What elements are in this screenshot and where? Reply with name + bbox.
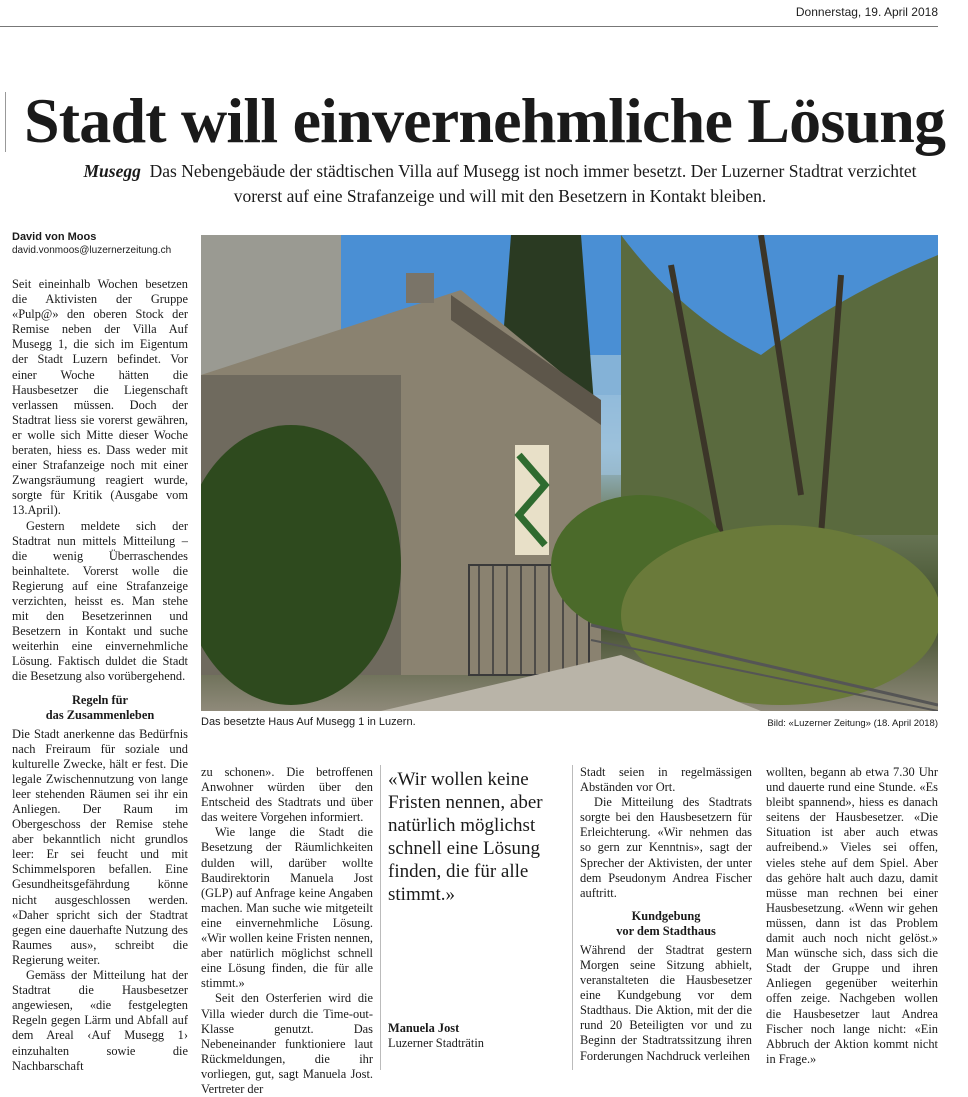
lead-paragraph [80, 159, 920, 209]
subheading: Regeln für das Zusammenleben [45, 692, 155, 722]
paragraph: Die Stadt anerkenne das Bedürfnis nach Freiraum für soziale und kulturelle Zwecke, hält er fest. Die legale Zwischennutzung von lange leer stehenden Räumen sei ihr ein Anliegen. Der Raum im Obergeschoss der Remise stehe aber bekanntlich nicht grundlos leer: Er sei feucht und mit Schimmelsporen befallen. Eine Gesundheitsgefährdung könne nicht ausgeschlossen werden. «Daher spricht sich der Stadtrat gegen eine dauerhafte Nutzung des Raumes aus», schreibt die Regierung weiter. [12, 726, 188, 967]
quote-role: Luzerner Stadträtin [388, 1036, 484, 1050]
quote-attribution [388, 1021, 484, 1051]
paragraph: Stadt seien in regelmässigen Abständen vor Ort. [580, 765, 752, 795]
edition-date: Donnerstag, 19. April 2018 [795, 5, 938, 19]
paragraph: Seit den Osterferien wird die Villa wieder durch die Time-out-Klasse genutzt. Das Nebeneinander funktioniere laut Rückmeldungen, die ihr vorliegen, gut, sagt Manuela Jost. Vertreter der [201, 991, 373, 1096]
paragraph: Wie lange die Stadt die Besetzung der Räumlichkeiten dulden will, darüber wollte Baudirektorin Manuela Jost (GLP) auf Anfrage keine Angaben machen. Man suche wie mitgeteilt eine einvernehmliche Lösung. «Wir wollen keine Fristen nennen, aber natürlich möglichst schnell eine Lösung finden, die für alle stimmt.» [201, 825, 373, 991]
header-rule [0, 26, 938, 27]
headline: Stadt will einvernehmliche Lösung [24, 85, 946, 156]
paragraph: wollten, begann ab etwa 7.30 Uhr und dauerte rund eine Stunde. «Es bleibt spannend», hiess es danach seitens der Hausbesetzer. «Die Situation ist aber auch etwas aufreibend.» Vieles sei offen, vieles stehe auf dem Spiel. Aber das gehöre halt auch dazu, damit müsse man rechnen bei einer Hausbesetzung. «Wenn wir gehen müssen, dann ist das Problem damit auch noch nicht gelöst.» Man wünsche sich, dass sich die Stadt der Gruppe und ihren Anliegen gegenüber weiterhin offen zeige. Nachgeben wollen die Hausbesetzer laut Andrea Fischer noch lange nicht: «Ein Abbruch der Aktion kommt nicht in Frage.» [766, 765, 938, 1066]
pull-quote: «Wir wollen keine Fristen nennen, aber natürlich möglichst schnell eine Lösung finden, die für alle stimmt.» [388, 769, 543, 905]
paragraph: zu schonen». Die betroffenen Anwohner würden über den Entscheid des Stadtrats und über das weitere Vorgehen informiert. [201, 765, 373, 825]
byline [12, 231, 171, 256]
lead-text: Das Nebengebäude der städtischen Villa auf Musegg ist noch immer besetzt. Der Luzerner Stadtrat verzichtet vorerst auf eine Strafanzeige und will mit den Besetzern in Kontakt bleiben. [149, 161, 917, 206]
paragraph: Gemäss der Mitteilung hat der Stadtrat die Hausbesetzer angewiesen, «die festgelegten Regeln gegen Lärm und Abfall auf dem Areal ‹Auf Musegg 1› einzuhalten sowie die Nachbarschaft [12, 968, 188, 1073]
quote-name: Manuela Jost [388, 1021, 460, 1035]
column-4 [580, 765, 752, 1064]
photo-caption: Das besetzte Haus Auf Musegg 1 in Luzern. [201, 716, 416, 728]
author-email: david.vonmoos@luzernerzeitung.ch [12, 245, 172, 256]
subheading: Kundgebung vor dem Stadthaus [616, 908, 716, 938]
column-rule [380, 765, 381, 1070]
column-rule [572, 765, 573, 1070]
photo-credit: Bild: «Luzerner Zeitung» (18. April 2018) [767, 718, 938, 729]
kicker: Musegg [83, 161, 141, 181]
paragraph: Gestern meldete sich der Stadtrat nun mittels Mitteilung – die wenig Überraschendes beinhaltete. Vorerst wolle die Regierung auf eine Strafanzeige verzichten, heisst es. Man stehe mit den Besetzerinnen und Besetzern in Kontakt und suche weiterhin eine einvernehmliche Lösung. Faktisch duldet die Stadt die Besetzung also vorübergehend. [12, 518, 188, 684]
column-2 [201, 765, 373, 1097]
article-photo [201, 235, 938, 711]
paragraph: Die Mitteilung des Stadtrats sorgte bei den Hausbesetzern für Erleichterung. «Wir nehmen das so gern zur Kenntnis», sagt der Sprecher der Aktivisten, der unter dem Pseudonym Andrea Fischer auftritt. [580, 795, 752, 900]
author-name: David von Moos [12, 231, 97, 243]
column-1 [12, 277, 188, 1074]
column-5 [766, 765, 938, 1067]
paragraph: Seit eineinhalb Wochen besetzen die Aktivisten der Gruppe «Pulp@» den oberen Stock der Remise neben der Villa Auf Musegg 1, die sich im Eigentum der Stadt Luzern befindet. Vor einer Woche hätten die Hausbesetzer die Liegenschaft verlassen müssen. Doch der Stadtrat liess sie vorerst gewähren, er wolle sich Mitte dieser Woche beraten, hiess es. Dass weder mit einer Strafanzeige noch mit einer Zwangsräumung reagiert wurde, sorgte für Kritik (Ausgabe vom 13.April). [12, 277, 188, 518]
margin-mark [5, 92, 6, 152]
paragraph: Während der Stadtrat gestern Morgen seine Sitzung abhielt, veranstalteten die Hausbesetzer eine Kundgebung vor dem Stadthaus. Die Aktion, mit der die rund 20 Beteiligten vor und zu Beginn der Stadtratssitzung ihren Forderungen Nachdruck verleihen [580, 942, 752, 1063]
house-photo-illustration [201, 235, 938, 711]
